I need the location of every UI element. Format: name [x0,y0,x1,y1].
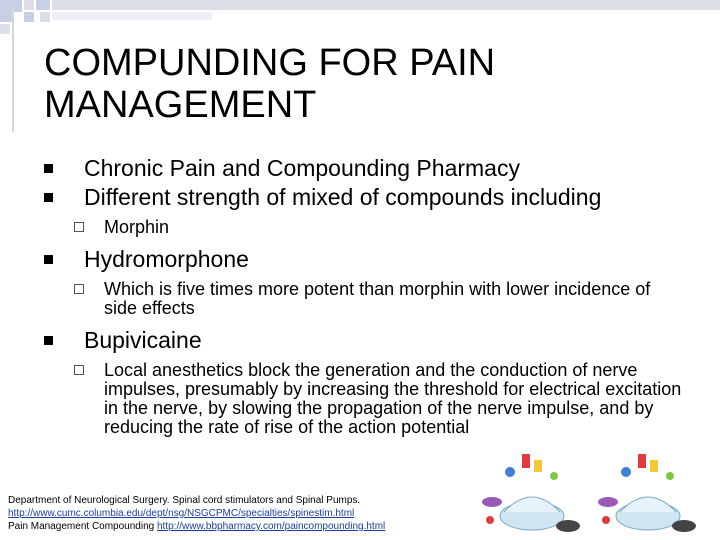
bullet-item [44,183,684,212]
footer-link-columbia[interactable]: http://www.cumc.columbia.edu/dept/nsg/NSGCPMC/specialties/spinestim.html [8,508,355,519]
bullet-text: Bupivicaine [84,327,202,353]
footer-reference-2-prefix: Pain Management Compounding [8,521,157,532]
sub-bullet-text: Morphin [104,217,170,237]
bullet-item [44,245,684,274]
footer-references [8,494,478,533]
bullet-item [44,326,684,355]
footer-reference-1: Department of Neurological Surgery. Spinal cord stimulators and Spinal Pumps. [8,495,361,506]
square-bullet-icon [44,164,53,173]
slide-title-line2: MANAGEMENT [44,84,317,126]
bullet-text: Different strength of mixed of compounds including [84,184,602,210]
hollow-square-bullet-icon [74,222,84,232]
sub-bullet-item [44,361,684,437]
bullet-text: Chronic Pain and Compounding Pharmacy [84,155,520,181]
slide-title [44,42,684,126]
slide-title-line1: COMPUNDING FOR PAIN [44,42,496,84]
sub-bullet-item [44,218,684,237]
sub-bullet-item [44,280,684,318]
decorative-header-band [0,0,720,40]
slide-body [44,154,684,437]
sub-bullet-text: Local anesthetics block the generation and the conduction of nerve impulses, presumably by increasing the threshold for electrical excitation in the nerve, by slowing the propagation of the nerve impulse, and by reducing the rate of rise of the action potential [104,360,682,437]
square-bullet-icon [44,255,53,264]
square-bullet-icon [44,193,53,202]
sub-bullet-text: Which is five times more potent than morphin with lower incidence of side effects [104,279,651,318]
footer-link-bbpharmacy[interactable]: http://www.bbpharmacy.com/paincompounding.html [156,521,386,532]
bullet-text: Hydromorphone [84,246,249,272]
pharmacy-clipart-left-icon [470,446,590,538]
hollow-square-bullet-icon [74,365,84,375]
pharmacy-clipart-right-icon [586,446,706,538]
bullet-item [44,154,684,183]
square-bullet-icon [44,336,53,345]
title-accent-line [12,8,14,132]
hollow-square-bullet-icon [74,284,84,294]
